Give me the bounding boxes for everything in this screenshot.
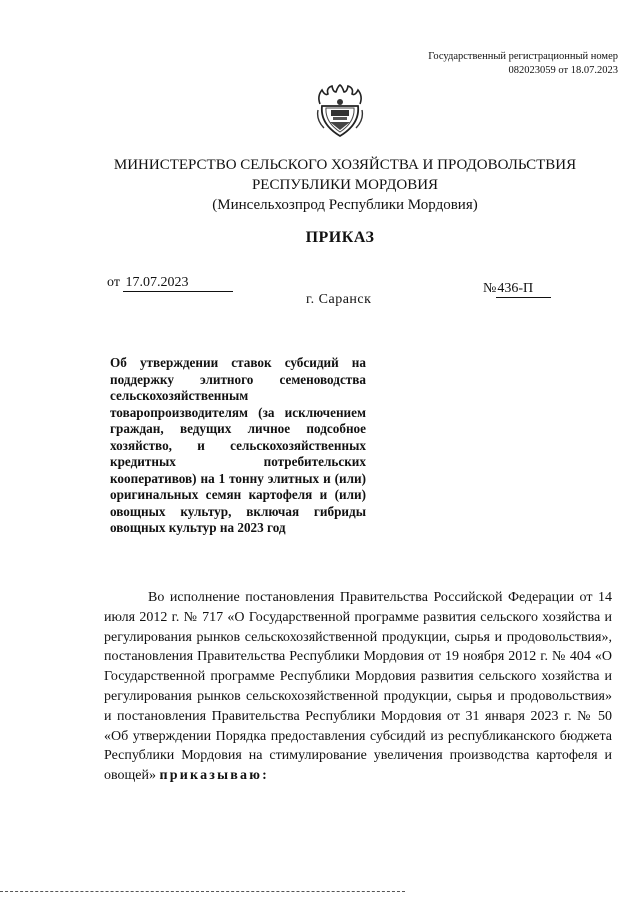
order-date bbox=[107, 275, 233, 292]
city: г. Саранск bbox=[306, 292, 372, 307]
order-number bbox=[483, 281, 551, 298]
order-subject: Об утверждении ставок субсидий на поддержку элитного семеноводства сельскохозяйственным товаропроизводителям (за исключением граждан, ведущих личное подсобное хозяйство, и сельскохозяйственных кредитных потребительских кооперативов) на 1 тонну элитных и (или) оригинальных семян картофеля и (или) овощных культур, включая гибриды овощных культур на 2023 год bbox=[110, 355, 366, 535]
registration-stamp bbox=[378, 50, 618, 78]
date-prefix: от bbox=[107, 275, 120, 290]
ministry-header bbox=[60, 155, 630, 215]
ministry-name-line1: МИНИСТЕРСТВО СЕЛЬСКОГО ХОЗЯЙСТВА И ПРОДОВОЛЬСТВИЯ bbox=[113, 157, 577, 173]
order-preamble bbox=[104, 588, 612, 786]
page-footer-divider bbox=[0, 891, 405, 892]
preamble-text: Во исполнение постановления Правительства Российской Федерации от 14 июля 2012 г. № 717 «О Государственной программе развития сельского хозяйства и регулирования рынков сельскохозяйственной продукции, сырья и продовольствия», постановления Правительства Республики Мордовия от 19 ноября 2012 г. № 404 «О Государственной программе Республики Мордовия развития сельского хозяйства и регулирования рынков сельскохозяйственной продукции, сырья и продовольствия» и постановления Правительства Республики Мордовия от 31 января 2023 г. № 50 «Об утверждении Порядка предоставления субсидий из республиканского бюджета Республики Мордовия на стимулирование увеличения производства картофеля и овощей» bbox=[104, 590, 612, 784]
ministry-name-line2: РЕСПУБЛИКИ МОРДОВИЯ bbox=[251, 177, 439, 193]
order-keyword: приказываю: bbox=[159, 768, 269, 784]
date-value: 17.07.2023 bbox=[123, 275, 233, 292]
registration-label: Государственный регистрационный номер bbox=[428, 51, 618, 62]
number-value: 436-П bbox=[496, 281, 551, 298]
number-prefix: № bbox=[483, 281, 497, 296]
ministry-short-name: (Минсельхозпрод Республики Мордовия) bbox=[212, 197, 478, 213]
registration-number: 082023059 от 18.07.2023 bbox=[508, 65, 618, 76]
coat-of-arms-icon bbox=[316, 84, 364, 138]
document-type: ПРИКАЗ bbox=[305, 229, 375, 246]
